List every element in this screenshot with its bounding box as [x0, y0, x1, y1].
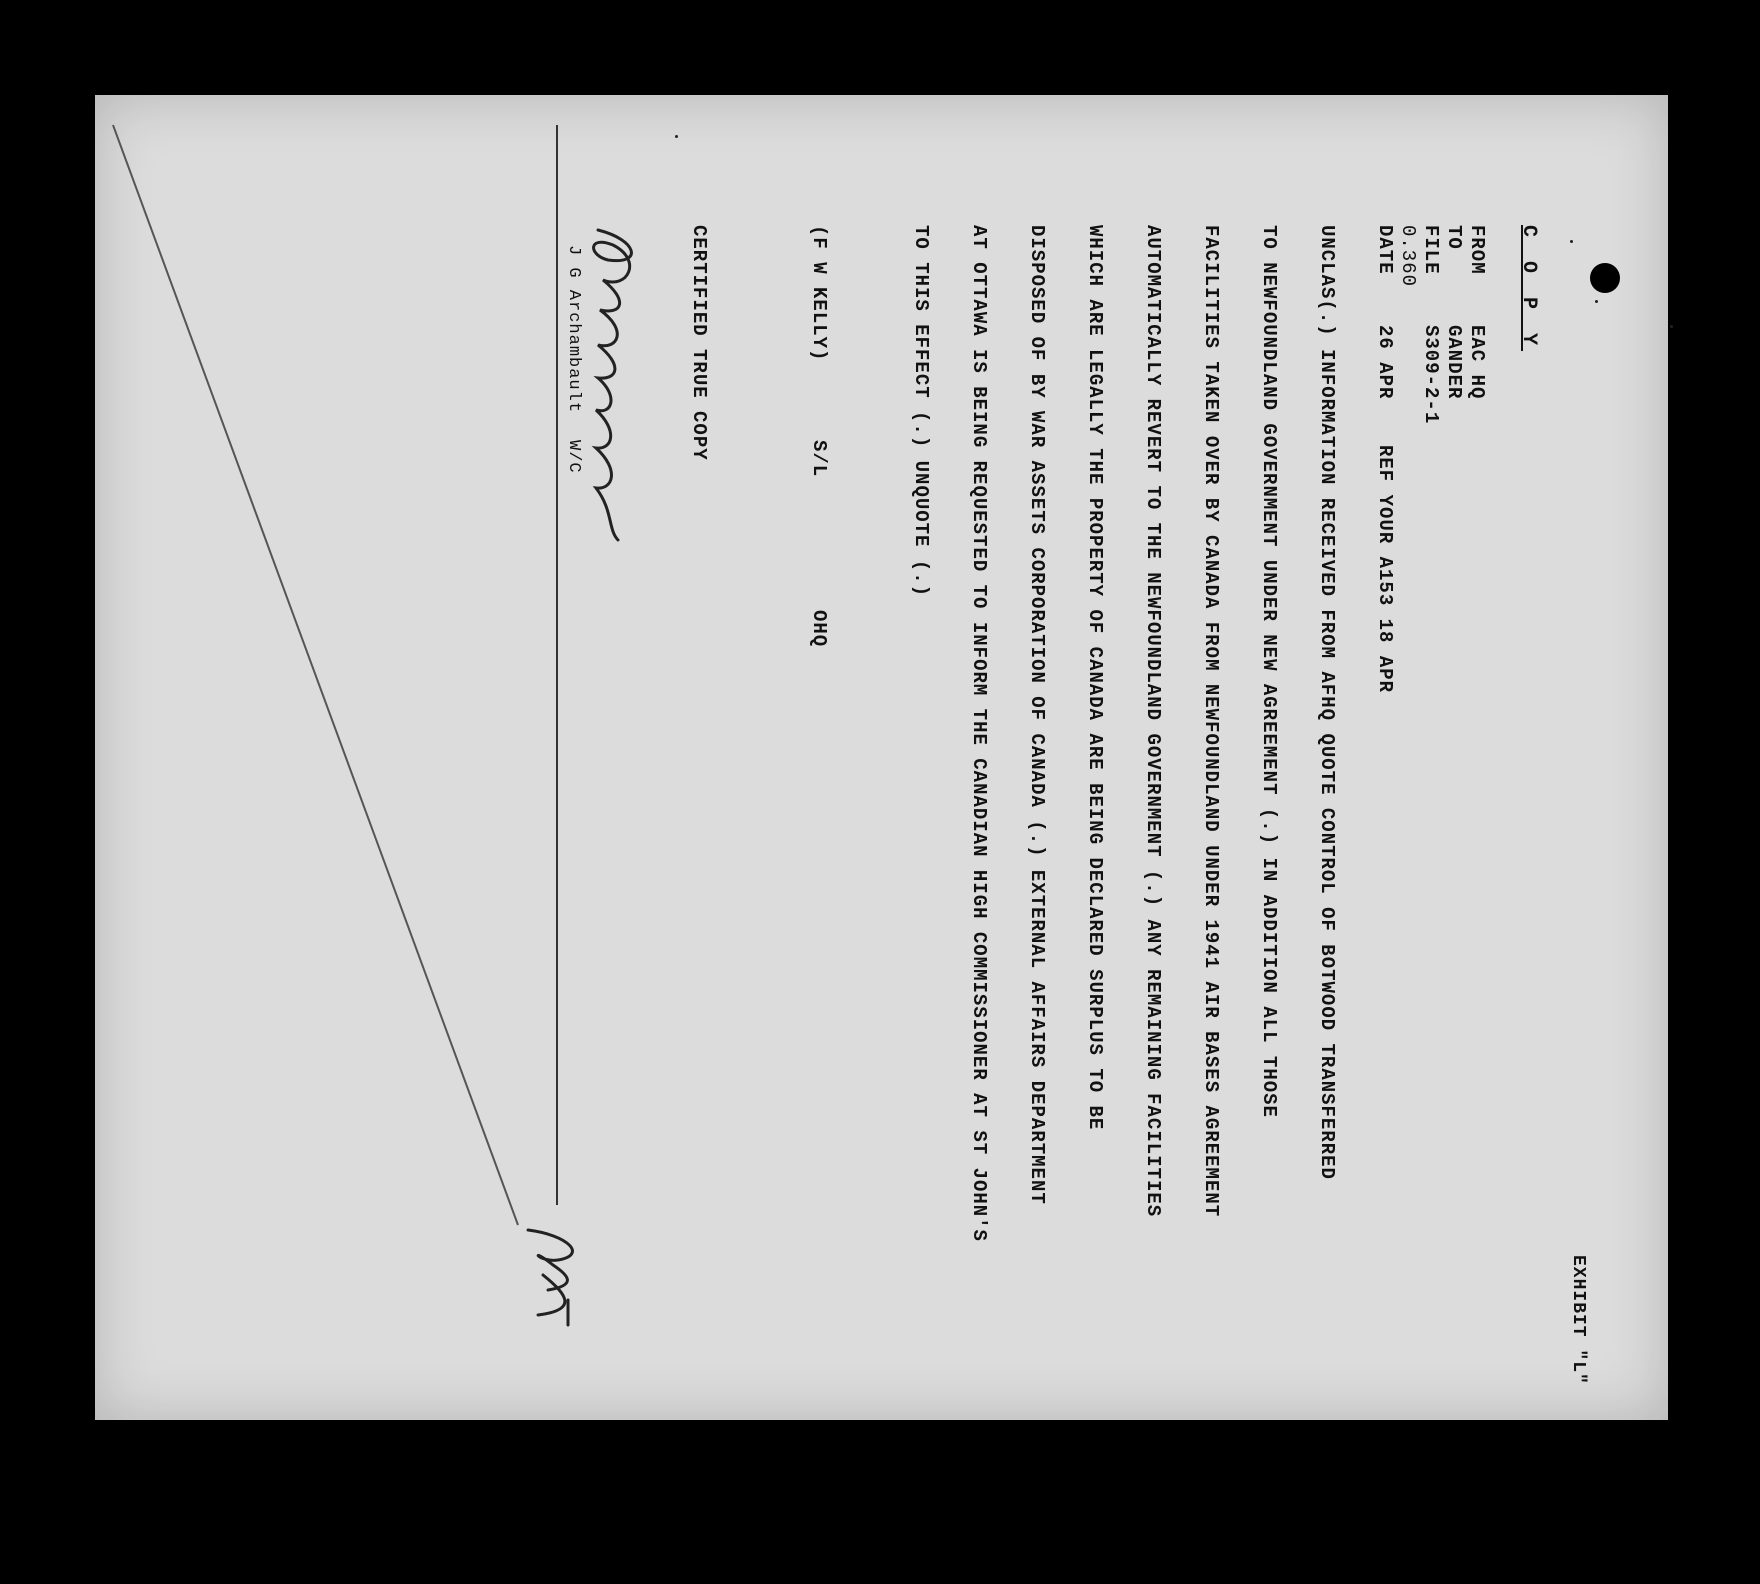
certifier-rank: W/C — [564, 440, 583, 474]
scan-speck — [1570, 240, 1573, 243]
sender-rank: S/L — [808, 440, 830, 478]
body-line: UNCLAS(.) INFORMATION RECEIVED FROM AFHQ QUOTE CONTROL OF BOTWOOD TRANSFERRED — [1316, 225, 1338, 1180]
punch-hole — [1590, 263, 1620, 293]
body-line: WHICH ARE LEGALLY THE PROPERTY OF CANADA ARE BEING DECLARED SURPLUS TO BE — [1084, 225, 1106, 1131]
exhibit-label: EXHIBIT "L" — [1568, 1255, 1588, 1385]
date-label: DATE — [1374, 225, 1396, 275]
ref-number: 0.360 — [1397, 225, 1419, 288]
scan-speck — [675, 135, 678, 138]
body-line: DISPOSED OF BY WAR ASSETS CORPORATION OF CANADA (.) EXTERNAL AFFAIRS DEPARTMENT — [1026, 225, 1048, 1205]
sender-post: OHQ — [808, 610, 830, 648]
to-label: TO — [1443, 225, 1465, 250]
certified-true-copy: CERTIFIED TRUE COPY — [688, 225, 710, 461]
from-value: EAC HQ — [1466, 325, 1488, 400]
from-label: FROM — [1466, 225, 1488, 275]
scan-speck — [1595, 300, 1598, 303]
sender-name: (F W KELLY) — [808, 225, 830, 362]
body-line: AUTOMATICALLY REVERT TO THE NEWFOUNDLAND GOVERNMENT (.) ANY REMAINING FACILITIES — [1142, 225, 1164, 1218]
body-line: TO NEWFOUNDLAND GOVERNMENT UNDER NEW AGREEMENT (.) IN ADDITION ALL THOSE — [1258, 225, 1280, 1118]
reference-text: REF YOUR A153 18 APR — [1374, 445, 1396, 694]
certifier-name: J G Archambault — [564, 245, 583, 414]
file-label: FILE — [1420, 225, 1442, 275]
body-line: AT OTTAWA IS BEING REQUESTED TO INFORM THE CANADIAN HIGH COMMISSIONER AT ST JOHN'S — [968, 225, 990, 1242]
scan-speck — [1670, 325, 1673, 328]
diagonal-strike-line — [95, 95, 1668, 1420]
copy-heading: C O P Y — [1517, 225, 1540, 352]
body-line: FACILITIES TAKEN OVER BY CANADA FROM NEWFOUNDLAND UNDER 1941 AIR BASES AGREEMENT — [1200, 225, 1222, 1218]
to-value: GANDER — [1443, 325, 1465, 400]
document-page — [95, 95, 1668, 1420]
rotated-document — [95, 95, 1668, 1420]
date-value: 26 APR — [1374, 325, 1396, 400]
body-line: TO THIS EFFECT (.) UNQUOTE (.) — [910, 225, 932, 598]
file-value: S309-2-1 — [1420, 325, 1442, 425]
